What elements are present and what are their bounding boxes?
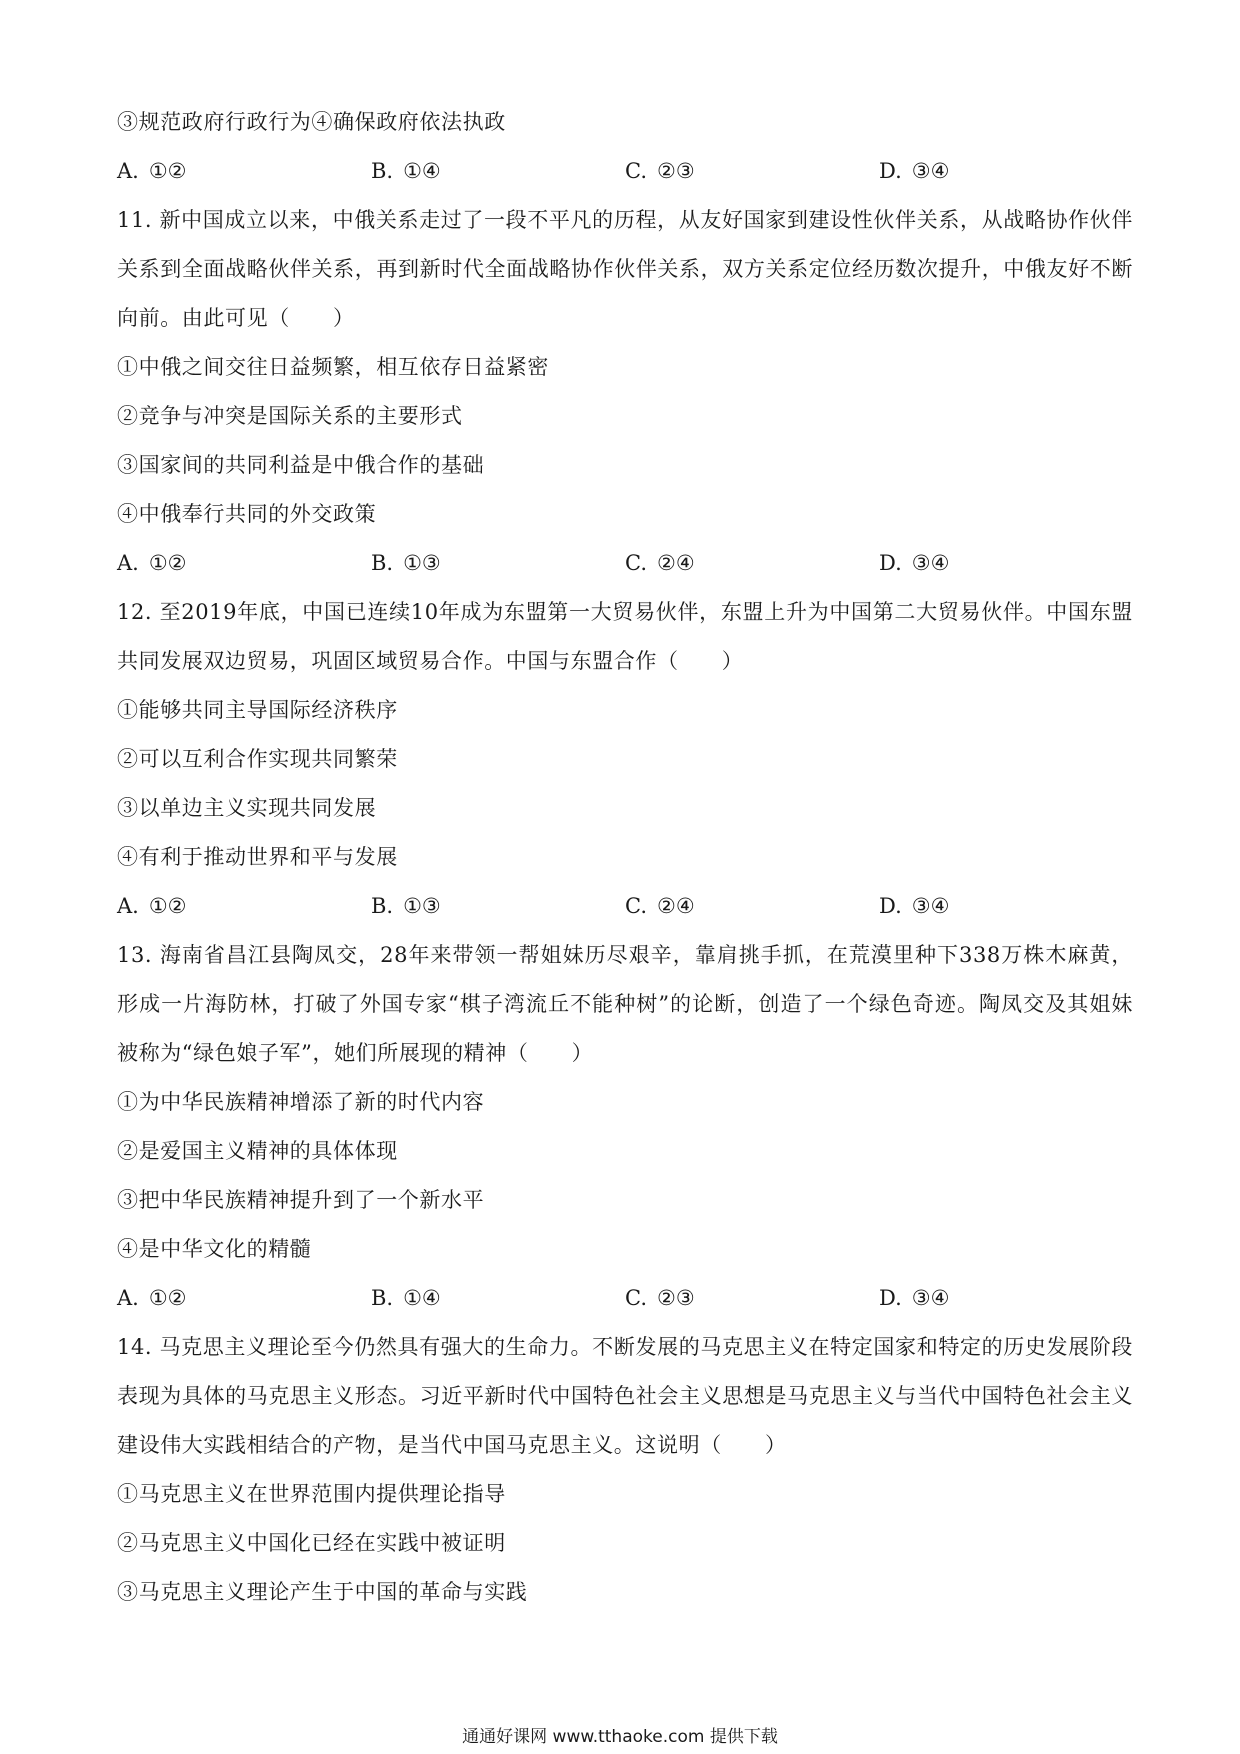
exam-page	[117, 98, 1133, 1617]
question-10-continuation	[117, 98, 1133, 196]
statement-line: ④中俄奉行共同的外交政策	[117, 502, 377, 526]
statement-line: ②是爱国主义精神的具体体现	[117, 1139, 398, 1163]
option-c: C. ②③	[625, 1286, 695, 1310]
question-stem: 14. 马克思主义理论至今仍然具有强大的生命力。不断发展的马克思主义在特定国家和特定的历史发展阶段表现为具体的马克思主义形态。习近平新时代中国特色社会主义思想是马克思主义与当代中国特色社会主义建设伟大实践相结合的产物，是当代中国马克思主义。这说明（ ）	[117, 1335, 1133, 1457]
statement-line: ②马克思主义中国化已经在实践中被证明	[117, 1531, 506, 1555]
options-row	[117, 539, 1133, 588]
page-footer: 通通好课网 www.tthaoke.com 提供下载	[462, 1727, 778, 1747]
statement-line: ④有利于推动世界和平与发展	[117, 845, 398, 869]
option-a: A. ①②	[117, 1286, 187, 1310]
options-row	[117, 882, 1133, 931]
option-a: A. ①②	[117, 894, 187, 918]
question-12	[117, 588, 1133, 931]
statement-line: ③国家间的共同利益是中俄合作的基础	[117, 453, 485, 477]
option-b: B. ①③	[371, 894, 441, 918]
option-d: D. ③④	[879, 894, 950, 918]
option-d: D. ③④	[879, 1286, 950, 1310]
statement-line: ④是中华文化的精髓	[117, 1237, 312, 1261]
option-b: B. ①④	[371, 159, 441, 183]
options-row	[117, 147, 1133, 196]
option-a: A. ①②	[117, 551, 187, 575]
statement-line: ①马克思主义在世界范围内提供理论指导	[117, 1482, 506, 1506]
options-row	[117, 1274, 1133, 1323]
statement-line: ①中俄之间交往日益频繁，相互依存日益紧密	[117, 355, 549, 379]
option-a: A. ①②	[117, 159, 187, 183]
statement-line: ③以单边主义实现共同发展	[117, 796, 377, 820]
option-c: C. ②④	[625, 551, 695, 575]
option-d: D. ③④	[879, 159, 950, 183]
question-11	[117, 196, 1133, 588]
statement-line: ②竞争与冲突是国际关系的主要形式	[117, 404, 463, 428]
question-13	[117, 931, 1133, 1323]
option-c: C. ②③	[625, 159, 695, 183]
statement-line: ②可以互利合作实现共同繁荣	[117, 747, 398, 771]
question-stem: 12. 至2019年底，中国已连续10年成为东盟第一大贸易伙伴，东盟上升为中国第二大贸易伙伴。中国东盟共同发展双边贸易，巩固区域贸易合作。中国与东盟合作（ ）	[117, 600, 1133, 673]
option-b: B. ①③	[371, 551, 441, 575]
statement-line: ①为中华民族精神增添了新的时代内容	[117, 1090, 485, 1114]
statement-line: ①能够共同主导国际经济秩序	[117, 698, 398, 722]
statement-line: ③马克思主义理论产生于中国的革命与实践	[117, 1580, 528, 1604]
option-c: C. ②④	[625, 894, 695, 918]
question-stem: 11. 新中国成立以来，中俄关系走过了一段不平凡的历程，从友好国家到建设性伙伴关系，从战略协作伙伴关系到全面战略伙伴关系，再到新时代全面战略协作伙伴关系，双方关系定位经历数次提升，中俄友好不断向前。由此可见（ ）	[117, 208, 1133, 330]
option-b: B. ①④	[371, 1286, 441, 1310]
statement-line: ③把中华民族精神提升到了一个新水平	[117, 1188, 485, 1212]
question-14	[117, 1323, 1133, 1617]
question-stem: 13. 海南省昌江县陶凤交，28年来带领一帮姐妹历尽艰辛，靠肩挑手抓，在荒漠里种下338万株木麻黄，形成一片海防林，打破了外国专家“棋子湾流丘不能种树”的论断，创造了一个绿色奇迹。陶凤交及其姐妹被称为“绿色娘子军”，她们所展现的精神（ ）	[117, 943, 1133, 1065]
statement-line: ③规范政府行政行为④确保政府依法执政	[117, 110, 506, 134]
option-d: D. ③④	[879, 551, 950, 575]
